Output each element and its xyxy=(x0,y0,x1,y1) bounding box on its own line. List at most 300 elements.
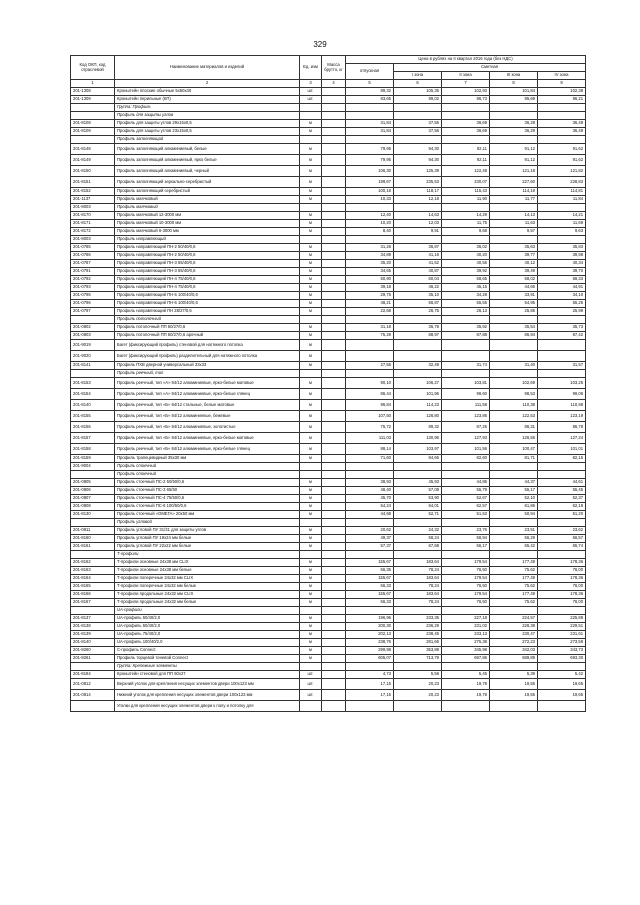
table-row xyxy=(71,120,586,128)
row-price-release xyxy=(346,471,394,479)
table-row xyxy=(71,340,586,351)
row-price-zone1: 126,80 xyxy=(394,411,442,422)
row-name: Профиль стоечный ПС-2 50/50/0,6 xyxy=(115,479,300,487)
row-price-zone1 xyxy=(394,104,442,112)
row-price-zone2: 58,65 xyxy=(442,276,490,284)
row-price-zone4: 58,33 xyxy=(538,276,586,284)
row-price-zone4: 44,61 xyxy=(538,479,586,487)
row-price-zone2: 179,54 xyxy=(442,559,490,567)
row-name: Профиль потолочный ПП 60/27/0,6 xyxy=(115,324,300,332)
row-unit: м xyxy=(300,292,322,300)
table-row xyxy=(71,503,586,511)
column-number-row xyxy=(71,80,586,88)
row-price-zone1: 40,87 xyxy=(394,268,442,276)
table-header xyxy=(71,56,586,88)
row-code: 201-8003 xyxy=(71,204,115,212)
row-price-release: 48,21 xyxy=(346,300,394,308)
row-unit: м xyxy=(300,220,322,228)
row-price-zone3 xyxy=(490,607,538,615)
row-price-zone3: 33,91 xyxy=(490,292,538,300)
row-price-zone2: 87,88 xyxy=(442,332,490,340)
row-unit: м xyxy=(300,276,322,284)
row-price-zone1: 281,66 xyxy=(394,639,442,647)
row-price-zone3 xyxy=(490,519,538,527)
row-mass xyxy=(322,351,346,362)
row-unit: м xyxy=(300,444,322,455)
row-price-zone4: 178,36 xyxy=(538,591,586,599)
row-price-zone4: 55,25 xyxy=(538,300,586,308)
row-price-zone4: 91,62 xyxy=(538,144,586,155)
row-mass xyxy=(322,104,346,112)
row-price-zone4: 65,74 xyxy=(538,543,586,551)
row-code xyxy=(71,136,115,144)
row-price-zone2: 101,56 xyxy=(442,444,490,455)
row-price-zone3 xyxy=(490,136,538,144)
row-price-zone4: 76,00 xyxy=(538,583,586,591)
row-price-zone2: 127,93 xyxy=(442,433,490,444)
table-row xyxy=(71,487,586,495)
row-mass xyxy=(322,252,346,260)
row-mass xyxy=(322,479,346,487)
row-name: Профиль реечный, тип «Б» 84/12 алюминиевые, золотистые xyxy=(115,422,300,433)
row-price-zone2: 275,38 xyxy=(442,639,490,647)
row-price-zone3: 81,71 xyxy=(490,455,538,463)
table-row xyxy=(71,144,586,155)
row-price-zone1 xyxy=(394,701,442,712)
row-unit: м xyxy=(300,144,322,155)
row-code: 201-8148 xyxy=(71,144,115,155)
row-price-zone2: 103,81 xyxy=(442,378,490,389)
row-unit: м xyxy=(300,422,322,433)
row-price-release: 200,30 xyxy=(346,623,394,631)
column-number: 5 xyxy=(346,80,394,88)
row-price-release xyxy=(346,136,394,144)
row-mass xyxy=(322,204,346,212)
row-mass xyxy=(322,112,346,120)
row-price-zone3: 86,31 xyxy=(490,422,538,433)
row-name: Верхний уголок для крепления несущих элементов двери 100х123 мм xyxy=(115,679,300,690)
row-mass xyxy=(322,535,346,543)
table-row xyxy=(71,559,586,567)
row-name: Профиль маячковый 10-3000 мм xyxy=(115,220,300,228)
row-price-zone4: 5,42 xyxy=(538,671,586,679)
row-price-zone4: 56,57 xyxy=(538,535,586,543)
header-zone3: III зона xyxy=(490,72,538,80)
row-name: Профиль направляющий xyxy=(115,236,300,244)
row-price-zone2: 56,94 xyxy=(442,535,490,543)
row-code: 201-8154 xyxy=(71,389,115,400)
row-price-zone2: 44,86 xyxy=(442,479,490,487)
row-price-zone2: 9,68 xyxy=(442,228,490,236)
row-price-zone3: 5,39 xyxy=(490,671,538,679)
row-code: 201-8160 xyxy=(71,535,115,543)
table-row xyxy=(71,104,586,112)
row-mass xyxy=(322,324,346,332)
row-price-zone2: 231,02 xyxy=(442,623,490,631)
row-unit: м xyxy=(300,228,322,236)
row-price-release: 4,73 xyxy=(346,671,394,679)
row-price-zone1: 12,03 xyxy=(394,220,442,228)
row-name: Профиль заполняющий серебристый xyxy=(115,188,300,196)
row-mass xyxy=(322,88,346,96)
row-price-zone2 xyxy=(442,351,490,362)
row-unit xyxy=(300,316,322,324)
row-code: 201-8158 xyxy=(71,444,115,455)
header-estimate: Сметная xyxy=(394,64,586,72)
row-price-release: 155,67 xyxy=(346,559,394,567)
row-price-release: 29,75 xyxy=(346,292,394,300)
row-price-zone3: 23,51 xyxy=(490,527,538,535)
row-name: Профиль стоечный ПС-4 75/50/0,6 xyxy=(115,495,300,503)
row-price-zone1: 60,04 xyxy=(394,276,442,284)
row-unit: м xyxy=(300,268,322,276)
row-price-zone1: 5,58 xyxy=(394,671,442,679)
column-number: 1 xyxy=(71,80,115,88)
row-name: Профиль направляющий ПН-4 75/40/0,6 xyxy=(115,276,300,284)
row-price-release: 49,37 xyxy=(346,535,394,543)
row-code xyxy=(71,471,115,479)
row-price-zone4: 9,63 xyxy=(538,228,586,236)
row-name: Профиль для защиты углов 23х15х0,5 xyxy=(115,128,300,136)
row-name: Профиль маячковый 6-3000 мм xyxy=(115,228,300,236)
row-price-release: 31,26 xyxy=(346,244,394,252)
row-unit: м xyxy=(300,188,322,196)
table-row xyxy=(71,527,586,535)
row-price-zone4: 96,21 xyxy=(538,96,586,104)
row-price-release: 86,44 xyxy=(346,389,394,400)
row-name: Профиль заполняющий зеркально-серебристый xyxy=(115,177,300,188)
row-name: Профиль реечный, тип «Б» 84/12 стальные, белые матовые xyxy=(115,400,300,411)
row-price-release: 50,90 xyxy=(346,276,394,284)
row-price-zone1 xyxy=(394,340,442,351)
table-row xyxy=(71,551,586,559)
row-code xyxy=(71,663,115,671)
row-unit: шт. xyxy=(300,671,322,679)
row-price-zone1: 67,68 xyxy=(394,543,442,551)
row-price-zone3: 224,57 xyxy=(490,615,538,623)
row-price-zone3 xyxy=(490,551,538,559)
table-row xyxy=(71,623,586,631)
table-row xyxy=(71,316,586,324)
row-mass xyxy=(322,228,346,236)
row-price-release: 605,07 xyxy=(346,655,394,663)
row-price-release: 45,70 xyxy=(346,495,394,503)
row-price-release: 96,84 xyxy=(346,400,394,411)
row-price-zone2: 40,56 xyxy=(442,260,490,268)
table-row xyxy=(71,308,586,316)
table-row xyxy=(71,228,586,236)
row-name: Профиль торцевой теневой Connect xyxy=(115,655,300,663)
row-code: 201-8130 xyxy=(71,511,115,519)
row-name: Профиль стоечный xyxy=(115,463,300,471)
row-name: Профиль заполняющий алюминиевый, черный xyxy=(115,166,300,177)
row-price-release: 202,13 xyxy=(346,631,394,639)
row-price-zone3: 95,69 xyxy=(490,96,538,104)
row-price-release: 34,89 xyxy=(346,252,394,260)
row-unit: м xyxy=(300,535,322,543)
column-number: 7 xyxy=(442,80,490,88)
row-unit: м xyxy=(300,567,322,575)
row-code: 201-8184 xyxy=(71,671,115,679)
row-mass xyxy=(322,166,346,177)
row-mass xyxy=(322,316,346,324)
row-price-release: 31,84 xyxy=(346,128,394,136)
row-price-zone1: 41,52 xyxy=(394,260,442,268)
row-price-zone4: 36,49 xyxy=(538,120,586,128)
row-code: 201-1309 xyxy=(71,96,115,104)
row-name: Профиль трапецевидный 35х30 мм xyxy=(115,455,300,463)
row-name: Кронштейн стеновой для ПП 60х27 xyxy=(115,671,300,679)
row-price-zone1: 78,24 xyxy=(394,583,442,591)
row-price-zone1: 238,45 xyxy=(394,631,442,639)
row-mass xyxy=(322,236,346,244)
table-row xyxy=(71,220,586,228)
row-name: Профиль заполняющий алюминиевый, ярко белые xyxy=(115,155,300,166)
row-price-zone1: 52,71 xyxy=(394,511,442,519)
row-code: 201-8167 xyxy=(71,599,115,607)
row-price-zone2: 76,50 xyxy=(442,583,490,591)
row-price-zone1: 353,88 xyxy=(394,647,442,655)
row-name: Профиль реечный, тип «Б» 84/12 алюминиевые, ярко-белые матовые xyxy=(115,433,300,444)
header-name: Наименование материалов и изделий xyxy=(115,56,300,80)
row-price-zone3 xyxy=(490,663,538,671)
row-code: 201-0785 xyxy=(71,244,115,252)
row-unit: м xyxy=(300,615,322,623)
row-price-zone3 xyxy=(490,204,538,212)
row-price-zone1: 45,93 xyxy=(394,479,442,487)
table-row xyxy=(71,268,586,276)
row-unit: м xyxy=(300,389,322,400)
row-mass xyxy=(322,389,346,400)
row-price-release: 35,20 xyxy=(346,260,394,268)
row-code: 201-8140 xyxy=(71,400,115,411)
row-name: Т-профили основные 24х38 мм CLIX xyxy=(115,559,300,567)
row-price-zone2: 11,90 xyxy=(442,196,490,204)
row-price-zone1: 64,01 xyxy=(394,503,442,511)
row-price-zone4 xyxy=(538,463,586,471)
row-code: 201-0806 xyxy=(71,487,115,495)
row-mass xyxy=(322,188,346,196)
row-price-zone3: 19,55 xyxy=(490,679,538,690)
row-price-zone1: 130,96 xyxy=(394,433,442,444)
row-price-zone1: 78,24 xyxy=(394,599,442,607)
row-price-zone4 xyxy=(538,112,586,120)
row-mass xyxy=(322,268,346,276)
row-price-release: 39,18 xyxy=(346,284,394,292)
row-unit xyxy=(300,136,322,144)
row-name: Профиль заполняющий алюминиевый, белые xyxy=(115,144,300,155)
row-price-release: 79,95 xyxy=(346,155,394,166)
table-row xyxy=(71,212,586,220)
row-price-release: 34,65 xyxy=(346,268,394,276)
header-price-group: Цена в рублях на II квартал 2016 года (без НДС) xyxy=(346,56,586,64)
row-mass xyxy=(322,471,346,479)
table-row xyxy=(71,378,586,389)
row-price-release: 22,68 xyxy=(346,308,394,316)
row-unit: м xyxy=(300,212,322,220)
row-price-zone3: 44,66 xyxy=(490,284,538,292)
row-price-release xyxy=(346,701,394,712)
row-price-zone2: 115,43 xyxy=(442,188,490,196)
row-unit: м xyxy=(300,196,322,204)
row-price-zone2: 55,79 xyxy=(442,487,490,495)
row-price-zone3: 35,54 xyxy=(490,324,538,332)
row-price-zone2 xyxy=(442,340,490,351)
row-price-zone2 xyxy=(442,471,490,479)
row-price-zone3: 75,62 xyxy=(490,567,538,575)
row-price-zone4 xyxy=(538,316,586,324)
table-row xyxy=(71,471,586,479)
row-price-zone4: 110,98 xyxy=(538,400,586,411)
table-row xyxy=(71,370,586,378)
row-unit: м xyxy=(300,559,322,567)
table-row xyxy=(71,444,586,455)
row-price-zone3 xyxy=(490,351,538,362)
row-price-zone1: 20,23 xyxy=(394,690,442,701)
row-price-zone4: 229,51 xyxy=(538,623,586,631)
row-name: Профиль стоечный xyxy=(115,471,300,479)
row-price-zone2: 14,29 xyxy=(442,212,490,220)
row-code xyxy=(71,316,115,324)
row-name: Профиль стоечный ПС-3 65/50 xyxy=(115,487,300,495)
table-row xyxy=(71,511,586,519)
row-price-zone1: 88,97 xyxy=(394,332,442,340)
row-price-zone4: 19,65 xyxy=(538,690,586,701)
row-price-zone3 xyxy=(490,471,538,479)
table-row xyxy=(71,166,586,177)
row-price-zone2: 230,07 xyxy=(442,177,490,188)
row-name: Профиль маячковый 12-3000 мм xyxy=(115,212,300,220)
row-price-release xyxy=(346,104,394,112)
row-price-zone2 xyxy=(442,316,490,324)
row-mass xyxy=(322,155,346,166)
row-code xyxy=(71,607,115,615)
row-price-zone1 xyxy=(394,607,442,615)
row-name: UA-профиль 50/40/2,0 xyxy=(115,623,300,631)
row-unit: шт. xyxy=(300,96,322,104)
row-price-zone4 xyxy=(538,204,586,212)
row-price-zone1 xyxy=(394,204,442,212)
row-mass xyxy=(322,378,346,389)
row-price-zone3: 114,19 xyxy=(490,188,538,196)
row-name: Профиль направляющий ПН-6 100/40/0,6 xyxy=(115,300,300,308)
row-price-release xyxy=(346,663,394,671)
row-unit xyxy=(300,112,322,120)
row-name: UA-профили xyxy=(115,607,300,615)
row-name: Профиль стоечный ПС-6 100/50/0,6 xyxy=(115,503,300,511)
row-unit xyxy=(300,104,322,112)
row-price-zone4: 123,19 xyxy=(538,411,586,422)
row-price-zone4 xyxy=(538,351,586,362)
table-row xyxy=(71,535,586,543)
row-price-zone1: 183,64 xyxy=(394,559,442,567)
row-mass xyxy=(322,196,346,204)
row-code: 201-8138 xyxy=(71,623,115,631)
row-price-zone3: 110,38 xyxy=(490,400,538,411)
row-price-zone2 xyxy=(442,607,490,615)
table-row xyxy=(71,276,586,284)
row-unit: м xyxy=(300,575,322,583)
row-price-zone4 xyxy=(538,370,586,378)
row-unit xyxy=(300,519,322,527)
row-price-zone2 xyxy=(442,663,490,671)
row-unit: м xyxy=(300,362,322,370)
table-row xyxy=(71,639,586,647)
row-price-zone1: 105,35 xyxy=(394,88,442,96)
row-mass xyxy=(322,690,346,701)
row-code: 201-8141 xyxy=(71,362,115,370)
row-mass xyxy=(322,655,346,663)
row-price-zone2 xyxy=(442,701,490,712)
row-name: Профиль ПХВ дверной универсальный 33х33 xyxy=(115,362,300,370)
row-unit: м xyxy=(300,631,322,639)
row-price-zone2: 62,57 xyxy=(442,503,490,511)
row-code xyxy=(71,104,115,112)
row-code: 201-0787 xyxy=(71,260,115,268)
table-row xyxy=(71,663,586,671)
row-price-zone1: 46,22 xyxy=(394,284,442,292)
row-price-zone3: 230,47 xyxy=(490,631,538,639)
row-price-zone2: 19,78 xyxy=(442,690,490,701)
row-name: Профиль реечный, тип «А» 84/12 алюминиевые, ярко-белые матовые xyxy=(115,378,300,389)
header-release: отпускная xyxy=(346,64,394,80)
row-price-zone3: 54,95 xyxy=(490,300,538,308)
row-price-zone3: 50,94 xyxy=(490,511,538,519)
row-price-zone4: 178,36 xyxy=(538,559,586,567)
row-price-zone2: 19,78 xyxy=(442,679,490,690)
row-price-zone4: 14,21 xyxy=(538,212,586,220)
row-mass xyxy=(322,701,346,712)
table-row xyxy=(71,479,586,487)
row-price-zone2 xyxy=(442,463,490,471)
row-price-zone4: 35,73 xyxy=(538,324,586,332)
row-mass xyxy=(322,220,346,228)
row-price-zone1: 36,87 xyxy=(394,244,442,252)
row-price-zone2: 227,18 xyxy=(442,615,490,623)
row-mass xyxy=(322,300,346,308)
row-code: 201-9019 xyxy=(71,340,115,351)
row-mass xyxy=(322,276,346,284)
row-mass xyxy=(322,128,346,136)
table-row xyxy=(71,155,586,166)
row-price-zone3: 86,94 xyxy=(490,332,538,340)
table-row xyxy=(71,351,586,362)
row-code: 201-8140 xyxy=(71,639,115,647)
row-name: Т-профили основные 24х38 мм белые xyxy=(115,567,300,575)
row-price-zone3: 75,62 xyxy=(490,599,538,607)
row-mass xyxy=(322,284,346,292)
row-name: Профиль направляющий ПН-5 100/40/0,6 xyxy=(115,292,300,300)
row-name: Багет (фиксирующий профиль) разделительный для натяжного потолка xyxy=(115,351,300,362)
row-price-zone4: 40,34 xyxy=(538,260,586,268)
header-code: Код ОКП, код отраслевой xyxy=(71,56,115,80)
row-price-zone2: 35,92 xyxy=(442,324,490,332)
row-unit xyxy=(300,236,322,244)
row-price-zone3: 100,47 xyxy=(490,444,538,455)
table-row xyxy=(71,543,586,551)
row-name: Багет (фиксирующий профиль) стеновой для натяжного потолка xyxy=(115,340,300,351)
row-price-zone4: 51,20 xyxy=(538,511,586,519)
row-code: 201-8166 xyxy=(71,591,115,599)
row-price-zone1: 94,30 xyxy=(394,155,442,166)
column-number: 4 xyxy=(322,80,346,88)
row-price-zone3: 9,57 xyxy=(490,228,538,236)
row-mass xyxy=(322,663,346,671)
row-unit: м xyxy=(300,155,322,166)
row-price-zone4: 52,37 xyxy=(538,495,586,503)
row-price-zone4: 178,36 xyxy=(538,575,586,583)
row-price-zone4: 31,57 xyxy=(538,362,586,370)
